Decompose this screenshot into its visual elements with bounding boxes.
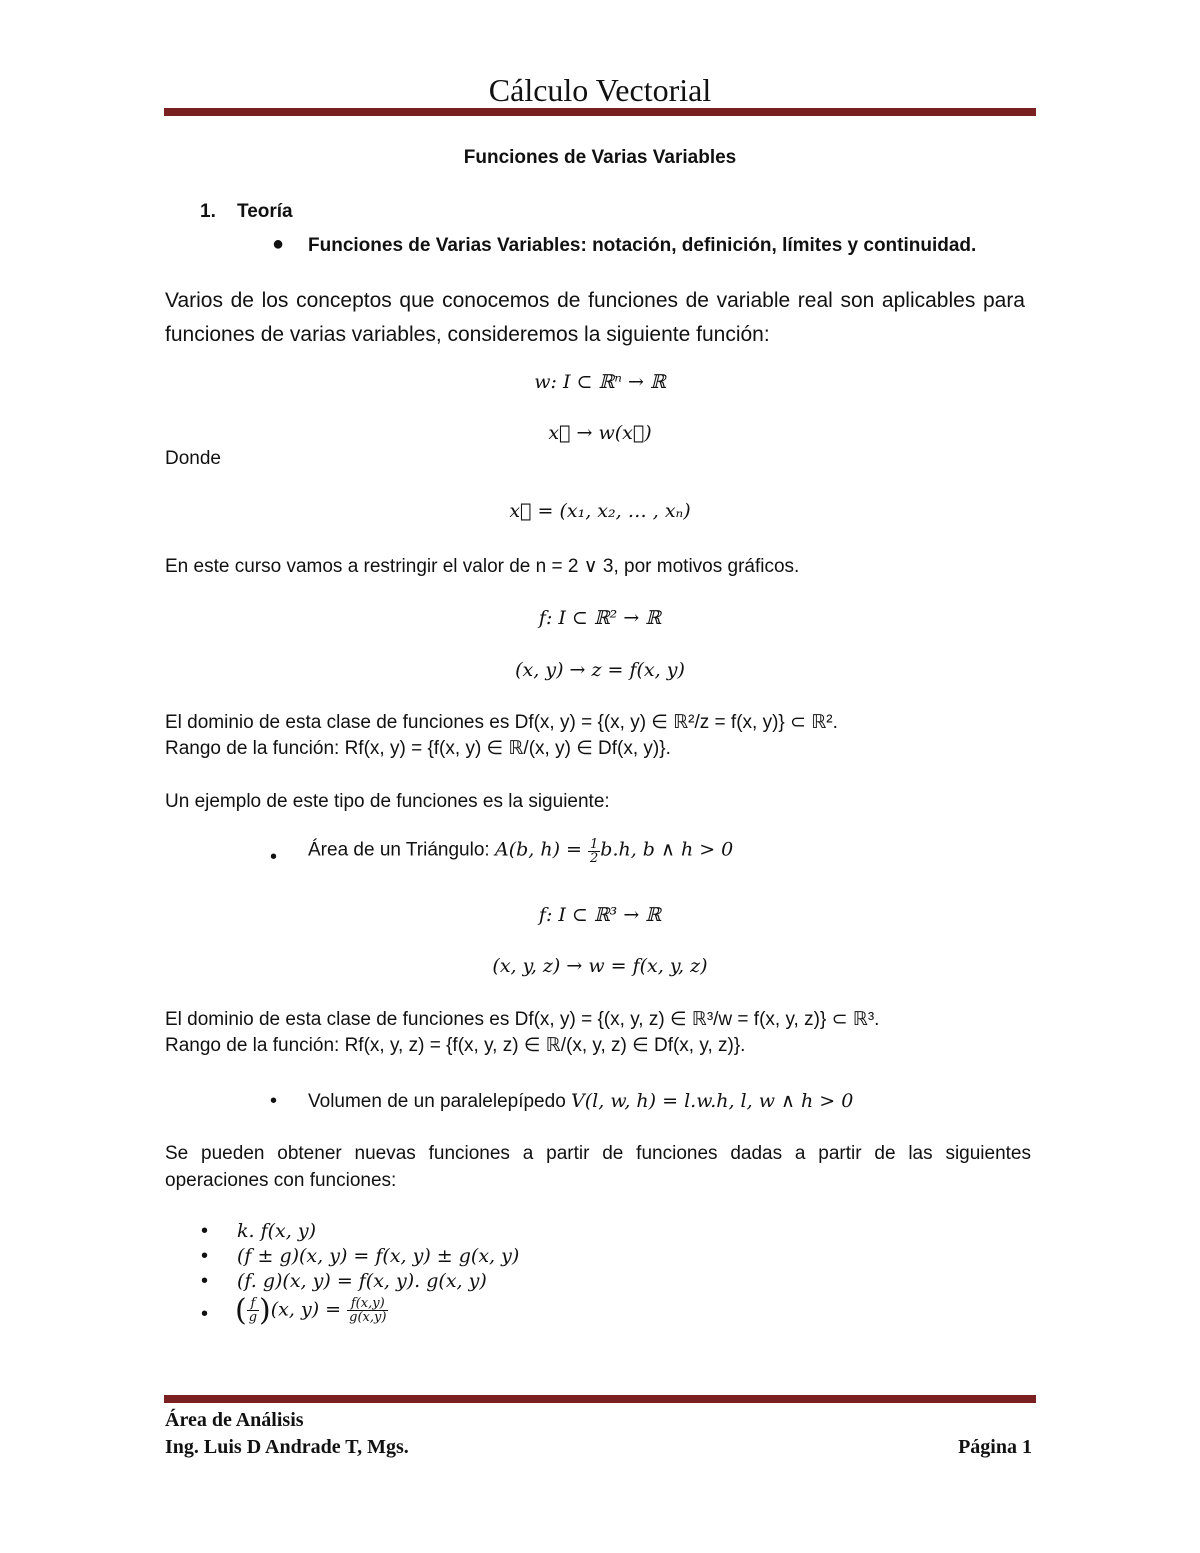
operaciones-paragraph: Se pueden obtener nuevas funciones a partir de funciones dadas a partir de las siguientes operaciones con funciones: <box>165 1143 1031 1191</box>
volumen-line <box>308 1090 853 1113</box>
area-formula-a: A(b, h) = <box>494 838 588 861</box>
footer-rule <box>164 1395 1036 1403</box>
ejemplo-text: Un ejemplo de este tipo de funciones es la siguiente: <box>165 791 610 812</box>
right-paren: ) <box>259 1293 271 1328</box>
left-paren: ( <box>235 1293 247 1328</box>
equation-xyz-to-w: (x, y, z) → w = f(x, y, z) <box>492 955 708 977</box>
footer-page-number: Página 1 <box>958 1436 1032 1458</box>
heading: Teoría <box>237 201 293 222</box>
equation-w-map: w: I ⊂ ℝⁿ → ℝ <box>534 371 666 393</box>
bullet-icon: • <box>201 1220 209 1242</box>
area-frac-num: 1 <box>590 837 599 852</box>
area-fraction <box>588 838 600 865</box>
bullet-icon: • <box>201 1270 209 1292</box>
fg-fraction <box>247 1297 259 1324</box>
area-label: Área de un Triángulo: <box>308 839 495 861</box>
quotient-den: g(x,y) <box>349 1310 387 1325</box>
quotient-mid: (x, y) = <box>270 1298 348 1321</box>
area-frac-den: 2 <box>590 851 599 866</box>
operation-product: (f. g)(x, y) = f(x, y). g(x, y) <box>237 1270 487 1292</box>
volumen-formula: V(l, w, h) = l.w.h, l, w ∧ h > 0 <box>571 1090 854 1112</box>
donde-label: Donde <box>165 448 221 469</box>
header-rule <box>164 108 1036 116</box>
area-formula-line <box>308 838 733 865</box>
equation-f-r3: f: I ⊂ ℝ³ → ℝ <box>538 904 662 926</box>
bullet-icon: • <box>270 846 278 868</box>
equation-x-vector: x⃗ = (x₁, x₂, … , xₙ) <box>509 500 691 522</box>
dominio-r2: El dominio de esta clase de funciones es Df(x, y) = {(x, y) ∈ ℝ²/z = f(x, y)} ⊂ ℝ². <box>165 712 838 733</box>
bullet-icon: • <box>201 1245 209 1267</box>
equation-f-r2: f: I ⊂ ℝ² → ℝ <box>538 607 662 629</box>
page-header-title: Cálculo Vectorial <box>488 72 712 108</box>
bullet-icon: • <box>270 1090 278 1112</box>
bullet-icon: • <box>201 1303 209 1325</box>
quotient-num: f(x,y) <box>347 1297 388 1311</box>
section-title: Funciones de Varias Variables <box>463 147 737 168</box>
equation-x-to-w: x⃗ → w(x⃗) <box>548 422 652 444</box>
subheading: Funciones de Varias Variables: notación, definición, límites y continuidad. <box>308 235 977 256</box>
bullet-icon: ● <box>272 233 285 255</box>
operation-sum: (f ± g)(x, y) = f(x, y) ± g(x, y) <box>237 1245 520 1267</box>
equation-xy-to-z: (x, y) → z = f(x, y) <box>515 659 685 681</box>
rango-r2: Rango de la función: Rf(x, y) = {f(x, y) ∈ ℝ/(x, y) ∈ Df(x, y)}. <box>165 738 671 759</box>
heading-number: 1. <box>200 201 216 222</box>
dominio-r3: El dominio de esta clase de funciones es Df(x, y) = {(x, y, z) ∈ ℝ³/w = f(x, y, z)} ⊂ ℝ³. <box>165 1009 880 1030</box>
fg-num: f <box>247 1297 259 1311</box>
intro-paragraph: Varios de los conceptos que conocemos de funciones de variable real son aplicables para funciones de varias variables, consideremos la siguiente función: <box>165 289 1025 346</box>
rango-r3: Rango de la función: Rf(x, y, z) = {f(x, y, z) ∈ ℝ/(x, y, z) ∈ Df(x, y, z)}. <box>165 1035 746 1056</box>
area-formula-b: b.h, b ∧ h > 0 <box>600 838 734 861</box>
quotient-fraction <box>347 1297 388 1324</box>
operation-scalar: k. f(x, y) <box>237 1220 316 1242</box>
footer-area: Área de Análisis <box>165 1409 304 1431</box>
operation-quotient <box>235 1293 388 1328</box>
restrict-text: En este curso vamos a restringir el valor de n = 2 ∨ 3, por motivos gráficos. <box>165 556 800 577</box>
fg-den: g <box>248 1310 258 1325</box>
footer-author: Ing. Luis D Andrade T, Mgs. <box>165 1436 409 1458</box>
volumen-label: Volumen de un paralelepípedo <box>308 1091 572 1112</box>
